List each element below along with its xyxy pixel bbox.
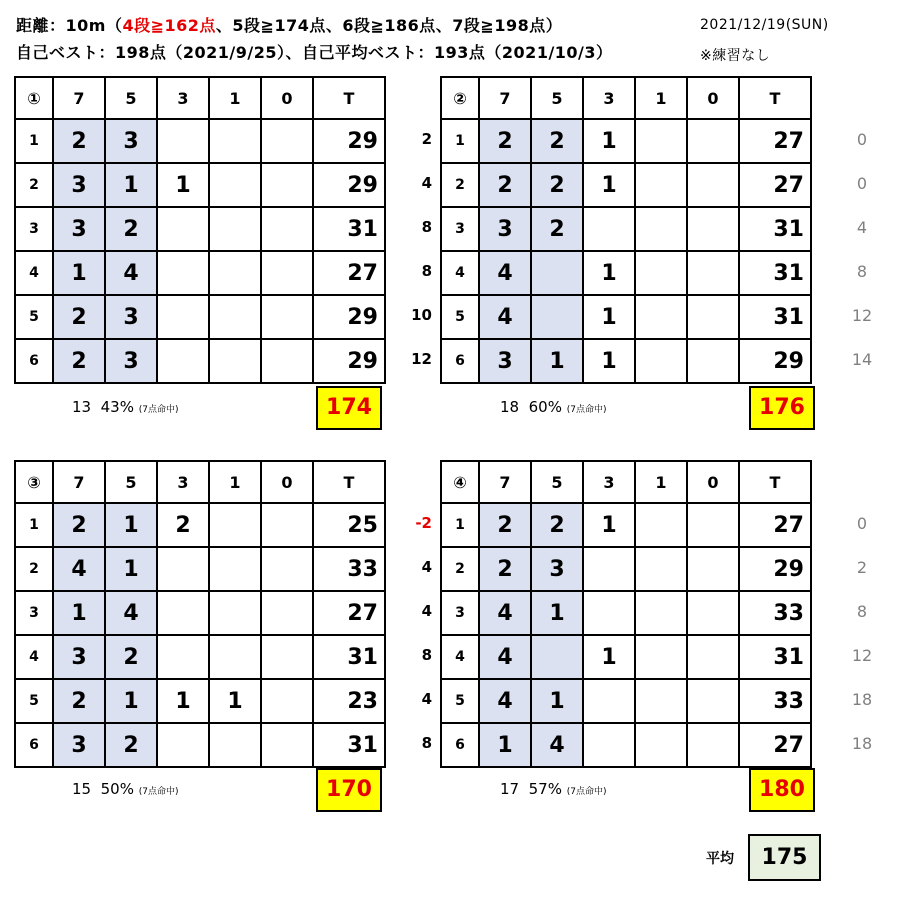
table-row: [441, 251, 811, 295]
column-header: 0: [687, 461, 739, 503]
count-0: [261, 679, 313, 723]
count-1: [635, 635, 687, 679]
column-header: T: [739, 461, 811, 503]
distance-prefix: 距離：10m（: [16, 16, 123, 35]
end-total: 31: [313, 723, 385, 767]
table-row: [15, 635, 385, 679]
count-7: 2: [53, 119, 105, 163]
count-5: 3: [105, 119, 157, 163]
diff-top-1: 0: [856, 130, 868, 149]
count-0: [261, 591, 313, 635]
column-header: 5: [531, 461, 583, 503]
count-5: 2: [105, 723, 157, 767]
hit-count: 18: [500, 398, 520, 416]
end-total: 27: [739, 119, 811, 163]
end-number: 2: [441, 163, 479, 207]
column-header: 7: [479, 461, 531, 503]
count-5: 2: [531, 503, 583, 547]
count-0: [687, 119, 739, 163]
table-row: [441, 723, 811, 767]
end-total: 27: [313, 251, 385, 295]
count-5: 1: [105, 163, 157, 207]
end-total: 29: [739, 547, 811, 591]
table-row: [441, 635, 811, 679]
count-7: 1: [53, 251, 105, 295]
count-3: 1: [157, 163, 209, 207]
end-number: 5: [15, 679, 53, 723]
count-7: 4: [479, 591, 531, 635]
count-5: 4: [531, 723, 583, 767]
count-0: [687, 591, 739, 635]
end-number: 1: [441, 119, 479, 163]
column-header: T: [313, 77, 385, 119]
average-label: 平均: [706, 851, 734, 867]
hit-percent: 50%: [100, 780, 134, 798]
count-1: [635, 207, 687, 251]
average-score: 175: [748, 834, 821, 881]
count-7: 2: [479, 163, 531, 207]
count-3: [157, 119, 209, 163]
table-row: [15, 295, 385, 339]
count-3: [157, 723, 209, 767]
count-7: 2: [53, 339, 105, 383]
count-5: 1: [105, 547, 157, 591]
count-0: [687, 295, 739, 339]
round-label: ③: [15, 461, 53, 503]
count-3: [583, 679, 635, 723]
count-7: 3: [53, 207, 105, 251]
end-total: 29: [313, 339, 385, 383]
count-5: 1: [531, 339, 583, 383]
end-number: 3: [441, 591, 479, 635]
cumulative-diff-top-6: 12: [411, 350, 432, 368]
round-3-hit-stats: [72, 780, 179, 798]
column-header: 3: [157, 461, 209, 503]
round-4-table: [440, 460, 812, 768]
table-row: [441, 591, 811, 635]
end-total: 31: [313, 635, 385, 679]
cumulative-diff-bottom-6: 8: [421, 734, 432, 752]
count-5: [531, 635, 583, 679]
end-number: 6: [441, 723, 479, 767]
count-5: 2: [105, 635, 157, 679]
cumulative-diff-top-1: 2: [421, 130, 432, 148]
diff-top-5: 12: [851, 306, 873, 325]
column-header: 5: [105, 77, 157, 119]
count-5: 1: [531, 679, 583, 723]
end-number: 4: [441, 635, 479, 679]
diff-bottom-5: 18: [851, 690, 873, 709]
end-total: 31: [313, 207, 385, 251]
count-0: [261, 207, 313, 251]
column-header: 0: [261, 461, 313, 503]
column-header: T: [313, 461, 385, 503]
count-7: 4: [479, 635, 531, 679]
count-0: [261, 295, 313, 339]
count-3: [157, 295, 209, 339]
cumulative-diff-bottom-3: 4: [421, 602, 432, 620]
hit-percent-note: (7点命中): [566, 787, 607, 797]
end-number: 6: [15, 339, 53, 383]
column-header: 1: [209, 77, 261, 119]
count-1: [209, 251, 261, 295]
column-header: 5: [531, 77, 583, 119]
table-row: [441, 207, 811, 251]
count-7: 2: [479, 503, 531, 547]
end-total: 29: [313, 119, 385, 163]
round-2-table: [440, 76, 812, 384]
count-3: 1: [583, 503, 635, 547]
count-0: [687, 723, 739, 767]
count-1: [209, 339, 261, 383]
end-number: 5: [441, 295, 479, 339]
end-number: 3: [15, 207, 53, 251]
count-7: 1: [479, 723, 531, 767]
cumulative-diff-bottom-1: -2: [415, 514, 432, 532]
count-7: 2: [53, 679, 105, 723]
end-number: 4: [441, 251, 479, 295]
end-total: 27: [739, 163, 811, 207]
hit-percent-note: (7点命中): [138, 787, 179, 797]
table-row: [15, 339, 385, 383]
count-3: [157, 547, 209, 591]
table-row: [15, 503, 385, 547]
diff-top-4: 8: [856, 262, 868, 281]
table-row: [15, 119, 385, 163]
column-header: 1: [635, 77, 687, 119]
end-total: 33: [739, 591, 811, 635]
count-7: 3: [479, 207, 531, 251]
count-7: 2: [53, 295, 105, 339]
table-row: [15, 723, 385, 767]
end-total: 27: [739, 723, 811, 767]
table-row: [15, 547, 385, 591]
hit-percent-note: (7点命中): [566, 405, 607, 415]
table-row: [15, 251, 385, 295]
session-date: 2021/12/19(SUN): [700, 17, 829, 33]
count-3: 2: [157, 503, 209, 547]
count-0: [261, 547, 313, 591]
count-0: [687, 503, 739, 547]
cumulative-diff-top-2: 4: [421, 174, 432, 192]
end-number: 2: [441, 547, 479, 591]
count-5: 2: [531, 163, 583, 207]
end-total: 33: [313, 547, 385, 591]
round-label: ①: [15, 77, 53, 119]
count-3: [583, 207, 635, 251]
count-1: 1: [209, 679, 261, 723]
table-row: [15, 207, 385, 251]
count-1: [635, 591, 687, 635]
cumulative-diff-top-4: 8: [421, 262, 432, 280]
end-number: 6: [441, 339, 479, 383]
column-header: 1: [635, 461, 687, 503]
column-header: 7: [53, 461, 105, 503]
count-5: 4: [105, 591, 157, 635]
round-1-table: [14, 76, 386, 384]
column-header: 0: [687, 77, 739, 119]
count-5: 3: [531, 547, 583, 591]
end-number: 5: [441, 679, 479, 723]
count-5: 1: [531, 591, 583, 635]
count-1: [209, 503, 261, 547]
end-number: 1: [15, 503, 53, 547]
count-1: [209, 163, 261, 207]
round-3-table: [14, 460, 386, 768]
hit-percent: 57%: [528, 780, 562, 798]
table-row: [441, 295, 811, 339]
count-3: [157, 207, 209, 251]
round-4-score: 180: [749, 768, 815, 812]
hit-count: 13: [72, 398, 92, 416]
count-7: 1: [53, 591, 105, 635]
hit-percent-note: (7点命中): [138, 405, 179, 415]
count-1: [209, 547, 261, 591]
count-1: [209, 295, 261, 339]
count-0: [261, 251, 313, 295]
end-total: 31: [739, 207, 811, 251]
count-1: [209, 723, 261, 767]
column-header: 3: [157, 77, 209, 119]
end-total: 27: [313, 591, 385, 635]
end-total: 31: [739, 635, 811, 679]
hit-count: 17: [500, 780, 520, 798]
end-total: 25: [313, 503, 385, 547]
count-5: [531, 295, 583, 339]
end-total: 27: [739, 503, 811, 547]
count-1: [209, 207, 261, 251]
table-header: [15, 461, 385, 503]
diff-top-6: 14: [851, 350, 873, 369]
personal-best: 自己ベスト：198点（2021/9/25）、自己平均ベスト：193点（2021/10/3）: [16, 43, 613, 62]
diff-bottom-4: 12: [851, 646, 873, 665]
end-total: 29: [313, 163, 385, 207]
count-3: 1: [583, 339, 635, 383]
count-3: [583, 547, 635, 591]
count-7: 2: [479, 119, 531, 163]
count-7: 4: [479, 295, 531, 339]
count-5: 2: [105, 207, 157, 251]
end-number: 1: [15, 119, 53, 163]
count-0: [687, 163, 739, 207]
end-number: 1: [441, 503, 479, 547]
diff-bottom-3: 8: [856, 602, 868, 621]
column-header: 3: [583, 461, 635, 503]
count-0: [687, 679, 739, 723]
count-1: [635, 503, 687, 547]
count-1: [635, 295, 687, 339]
count-7: 3: [53, 163, 105, 207]
distance-standards: [16, 13, 562, 36]
count-0: [261, 339, 313, 383]
diff-bottom-2: 2: [856, 558, 868, 577]
round-label: ②: [441, 77, 479, 119]
count-1: [635, 547, 687, 591]
column-header: 7: [479, 77, 531, 119]
table-row: [15, 163, 385, 207]
end-total: 31: [739, 251, 811, 295]
count-7: 3: [53, 723, 105, 767]
end-total: 23: [313, 679, 385, 723]
diff-top-2: 0: [856, 174, 868, 193]
end-number: 3: [441, 207, 479, 251]
count-0: [261, 503, 313, 547]
count-5: 3: [105, 339, 157, 383]
count-1: [635, 119, 687, 163]
practice-note: ※練習なし: [700, 48, 771, 64]
hit-count: 15: [72, 780, 92, 798]
count-3: [583, 591, 635, 635]
round-1-score: 174: [316, 386, 382, 430]
end-total: 29: [739, 339, 811, 383]
count-1: [209, 635, 261, 679]
count-1: [635, 723, 687, 767]
round-3-score: 170: [316, 768, 382, 812]
count-5: 1: [105, 503, 157, 547]
cumulative-diff-top-3: 8: [421, 218, 432, 236]
count-0: [261, 723, 313, 767]
end-number: 3: [15, 591, 53, 635]
count-3: 1: [583, 251, 635, 295]
count-3: 1: [157, 679, 209, 723]
count-3: [157, 635, 209, 679]
column-header: T: [739, 77, 811, 119]
end-number: 4: [15, 251, 53, 295]
cumulative-diff-bottom-5: 4: [421, 690, 432, 708]
end-number: 4: [15, 635, 53, 679]
count-3: 1: [583, 295, 635, 339]
round-2-score: 176: [749, 386, 815, 430]
end-number: 2: [15, 547, 53, 591]
column-header: 7: [53, 77, 105, 119]
diff-top-3: 4: [856, 218, 868, 237]
diff-bottom-6: 18: [851, 734, 873, 753]
end-number: 5: [15, 295, 53, 339]
table-row: [441, 339, 811, 383]
count-7: 2: [479, 547, 531, 591]
count-3: [157, 251, 209, 295]
count-0: [687, 339, 739, 383]
count-5: 2: [531, 119, 583, 163]
table-row: [441, 547, 811, 591]
table-row: [441, 679, 811, 723]
count-1: [635, 679, 687, 723]
cumulative-diff-top-5: 10: [411, 306, 432, 324]
count-1: [635, 339, 687, 383]
end-number: 6: [15, 723, 53, 767]
count-5: [531, 251, 583, 295]
count-0: [687, 635, 739, 679]
table-row: [441, 119, 811, 163]
count-3: 1: [583, 119, 635, 163]
column-header: 1: [209, 461, 261, 503]
count-1: [209, 591, 261, 635]
count-7: 4: [53, 547, 105, 591]
column-header: 0: [261, 77, 313, 119]
round-2-hit-stats: [500, 398, 607, 416]
count-5: 4: [105, 251, 157, 295]
count-3: [583, 723, 635, 767]
count-7: 3: [479, 339, 531, 383]
table-row: [15, 591, 385, 635]
count-3: 1: [583, 163, 635, 207]
table-row: [441, 503, 811, 547]
count-0: [687, 251, 739, 295]
count-0: [687, 207, 739, 251]
round-label: ④: [441, 461, 479, 503]
count-7: 2: [53, 503, 105, 547]
count-3: [157, 591, 209, 635]
count-5: 3: [105, 295, 157, 339]
table-row: [441, 163, 811, 207]
cumulative-diff-bottom-2: 4: [421, 558, 432, 576]
fourth-dan-standard: 4段≧162点: [122, 16, 216, 35]
hit-percent: 43%: [100, 398, 134, 416]
count-5: 2: [531, 207, 583, 251]
count-7: 4: [479, 679, 531, 723]
end-number: 2: [15, 163, 53, 207]
count-1: [635, 163, 687, 207]
count-7: 3: [53, 635, 105, 679]
end-total: 29: [313, 295, 385, 339]
count-1: [635, 251, 687, 295]
end-total: 31: [739, 295, 811, 339]
other-dan-standards: 、5段≧174点、6段≧186点、7段≧198点）: [215, 16, 563, 35]
table-header: [441, 461, 811, 503]
count-3: [157, 339, 209, 383]
count-3: 1: [583, 635, 635, 679]
count-1: [209, 119, 261, 163]
table-row: [15, 679, 385, 723]
count-7: 4: [479, 251, 531, 295]
count-5: 1: [105, 679, 157, 723]
count-0: [687, 547, 739, 591]
count-0: [261, 163, 313, 207]
end-total: 33: [739, 679, 811, 723]
count-0: [261, 119, 313, 163]
column-header: 5: [105, 461, 157, 503]
table-header: [441, 77, 811, 119]
cumulative-diff-bottom-4: 8: [421, 646, 432, 664]
column-header: 3: [583, 77, 635, 119]
hit-percent: 60%: [528, 398, 562, 416]
count-0: [261, 635, 313, 679]
round-4-hit-stats: [500, 780, 607, 798]
table-header: [15, 77, 385, 119]
diff-bottom-1: 0: [856, 514, 868, 533]
round-1-hit-stats: [72, 398, 179, 416]
